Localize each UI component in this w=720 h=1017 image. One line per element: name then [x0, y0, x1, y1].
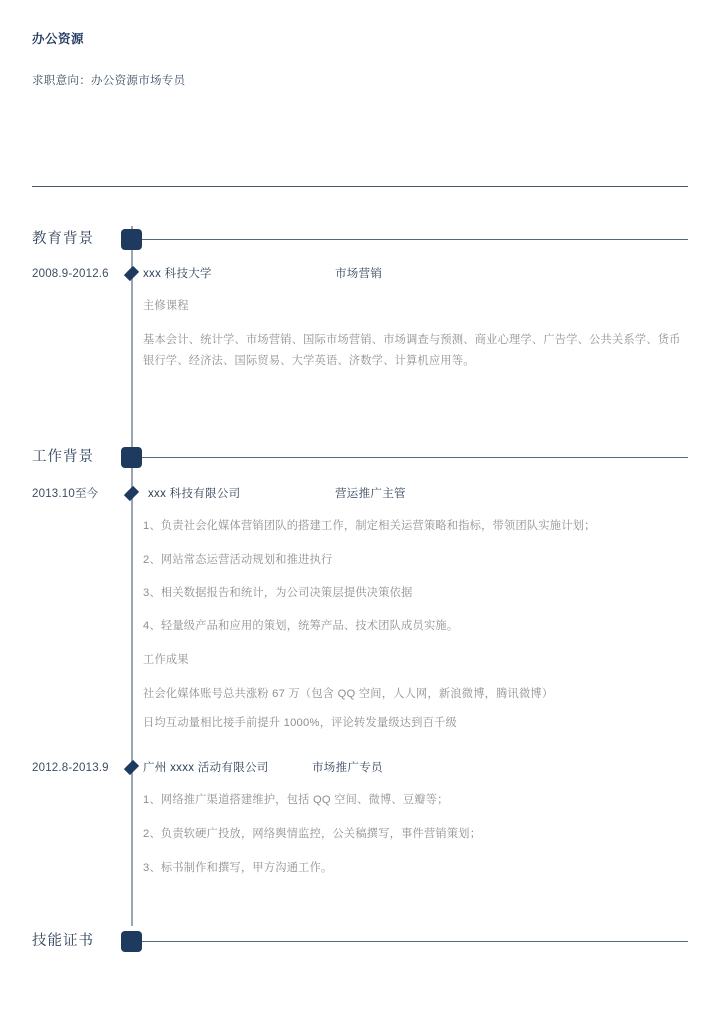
- entry-detail-line: 日均互动量相比接手前提升 1000%，评论转发量级达到百千级: [143, 717, 457, 729]
- section-header: [0, 226, 720, 252]
- section-title: 技能证书: [32, 933, 94, 949]
- section-rule: [142, 941, 688, 942]
- timeline-spine: [131, 226, 133, 926]
- diamond-marker-icon: [124, 266, 139, 281]
- entry-role: 市场推广专员: [312, 762, 383, 774]
- entry-detail-line: 3、相关数据报告和统计，为公司决策层提供决策依据: [143, 587, 413, 599]
- entry-organization: xxx 科技大学: [143, 268, 212, 280]
- section-rule: [142, 239, 688, 240]
- section-title: 教育背景: [32, 231, 94, 247]
- entry-detail-line: 社会化媒体账号总共涨粉 67 万（包含 QQ 空间，人人网，新浪微博，腾讯微博）: [143, 688, 554, 700]
- page-title: 办公资源: [32, 32, 85, 46]
- section-marker-icon: [121, 447, 142, 468]
- entry-detail-line: 4、轻量级产品和应用的策划，统筹产品、技术团队成员实施。: [143, 620, 459, 632]
- job-objective: 求职意向：办公资源市场专员: [32, 75, 186, 87]
- entry-date: 2013.10至今: [32, 488, 99, 500]
- section-title: 工作背景: [32, 449, 94, 465]
- section-marker-icon: [121, 931, 142, 952]
- diamond-marker-icon: [124, 760, 139, 775]
- entry-role: 市场营销: [335, 268, 383, 280]
- entry-detail-line: 1、负责社会化媒体营销团队的搭建工作，制定相关运营策略和指标，带领团队实施计划；: [143, 520, 596, 532]
- section-marker-icon: [121, 229, 142, 250]
- entry-date: 2012.8-2013.9: [32, 762, 109, 774]
- section-rule: [142, 457, 688, 458]
- diamond-marker-icon: [124, 486, 139, 501]
- entry-detail-line: 3、标书制作和撰写，甲方沟通工作。: [143, 862, 333, 874]
- timeline-entry: [0, 264, 720, 284]
- entry-organization: xxx 科技有限公司: [148, 488, 241, 500]
- entry-date: 2008.9-2012.6: [32, 268, 109, 280]
- entry-detail-line: 基本会计、统计学、市场营销、国际市场营销、市场调查与预测、商业心理学、广告学、公共关系学、货币银行学、经济法、国际贸易、大学英语、济数学、计算机应用等。: [143, 334, 681, 367]
- section-header: [0, 928, 720, 954]
- entry-organization: 广州 xxxx 活动有限公司: [143, 762, 269, 774]
- entry-detail-line: 1、网络推广渠道搭建维护，包括 QQ 空间、微博、豆瓣等；: [143, 794, 449, 806]
- entry-detail-line: 2、网站常态运营活动规划和推进执行: [143, 554, 333, 566]
- timeline-entry: [0, 484, 720, 504]
- entry-role: 营运推广主管: [335, 488, 406, 500]
- entry-detail-line: 工作成果: [143, 654, 189, 666]
- section-header: [0, 444, 720, 470]
- entry-detail-line: 2、负责软硬广投放，网络舆情监控，公关稿撰写，事件营销策划；: [143, 828, 482, 840]
- resume-header: [32, 30, 688, 90]
- header-divider: [32, 186, 688, 187]
- entry-detail-line: 主修课程: [143, 300, 189, 312]
- timeline-entry: [0, 758, 720, 778]
